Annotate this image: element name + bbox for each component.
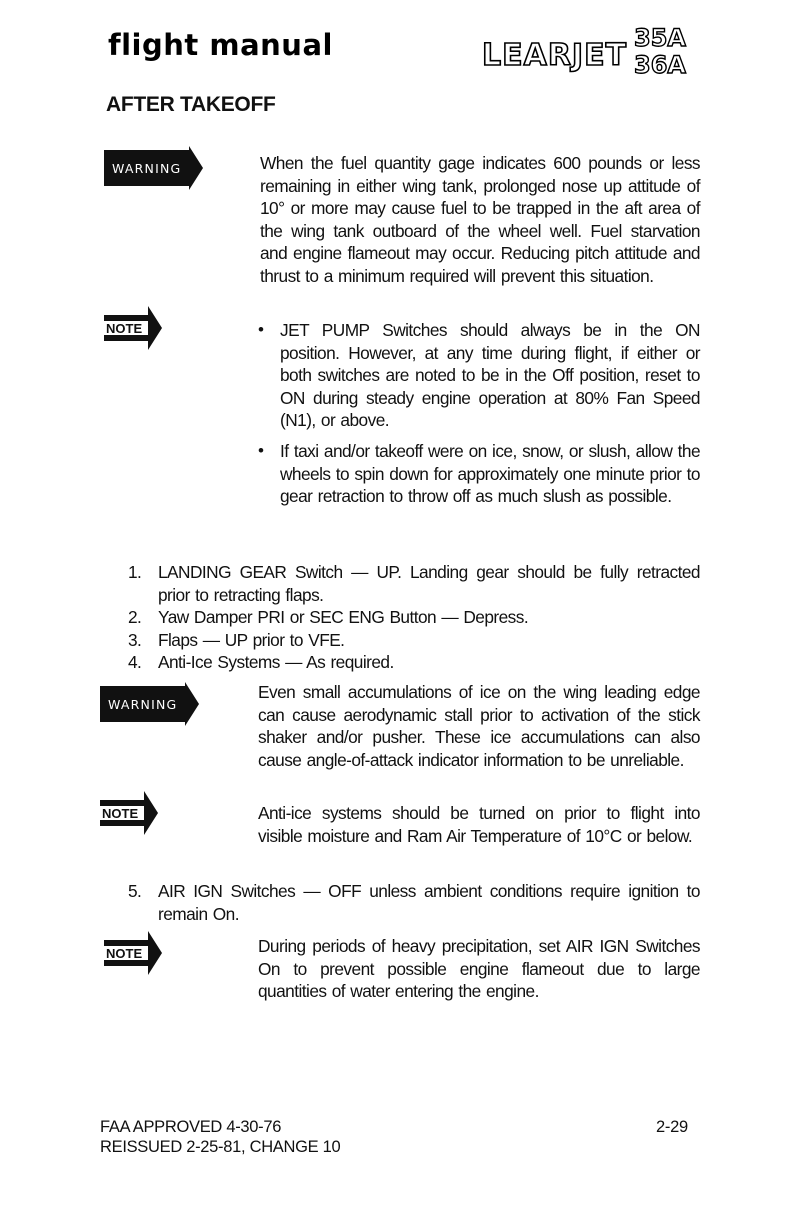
note-text-3: During periods of heavy precipitation, set AIR IGN Switches On to prevent possible engine flameout due to large quantities of water entering the engine. [258, 936, 700, 1002]
list-item [254, 440, 700, 508]
arrow-right-icon [148, 931, 162, 975]
bullet-text: JET PUMP Switches should always be in the ON position. However, at any time during flight, if either or both switches are noted to be in the Off position, reset to ON during steady engine operation at 80% Fan Speed (N1), or above. [280, 320, 700, 431]
manual-title: flight manual [108, 28, 333, 62]
warning-text-1: When the fuel quantity gage indicates 600 pounds or less remaining in either wing tank, prolonged nose up attitude of 10° or more may cause fuel to be trapped in the aft area of the wing tank outboard of the wheel well. Fuel starvation and engine flameout may occur. Reducing pitch attitude and thrust to a minimum required will prevent this situation. [260, 153, 700, 286]
step-text: Anti-Ice Systems — As required. [158, 652, 394, 673]
model-35a: 35A [634, 24, 686, 52]
list-item [254, 319, 700, 432]
note-bullets [254, 319, 700, 508]
brand-name: LEARJET [482, 38, 628, 73]
warning-text-2: Even small accumulations of ice on the wing leading edge can cause aerodynamic stall prior to activation of the stick shaker and/or pusher. These ice accumulations can also cause angle-of-attack indicator information to be unreliable. [258, 682, 700, 770]
model-36a: 36A [634, 51, 686, 79]
note-label: NOTE [100, 804, 144, 822]
step-text: LANDING GEAR Switch — UP. Landing gear should be fully retracted prior to retracting flaps. [158, 562, 700, 605]
note-badge [104, 306, 162, 350]
step-item [128, 629, 700, 652]
step-text: Yaw Damper PRI or SEC ENG Button — Depress. [158, 607, 529, 628]
steps-list-a [128, 561, 700, 674]
footer-approved: FAA APPROVED 4-30-76 [100, 1118, 282, 1136]
warning-label: WARNING [100, 686, 185, 722]
steps-list-b [128, 880, 700, 925]
arrow-right-icon [148, 306, 162, 350]
step-text: AIR IGN Switches — OFF unless ambient conditions require ignition to remain On. [158, 881, 700, 924]
step-item [128, 880, 700, 925]
warning-label: WARNING [104, 150, 189, 186]
note-label: NOTE [104, 944, 148, 962]
arrow-right-icon [144, 791, 158, 835]
step-number: 1. [128, 562, 142, 582]
warning-badge [104, 146, 203, 190]
bullet-text: If taxi and/or takeoff were on ice, snow, or slush, allow the wheels to spin down for approximately one minute prior to gear retraction to throw off as much slush as possible. [280, 440, 700, 507]
bullet-icon: • [258, 440, 264, 460]
note-text-2: Anti-ice systems should be turned on prior to flight into visible moisture and Ram Air Temperature of 10°C or below. [258, 803, 700, 846]
step-number: 3. [128, 629, 142, 650]
step-number: 5. [128, 881, 142, 901]
note-badge [100, 791, 158, 835]
footer-approval [100, 1117, 340, 1157]
note-badge [104, 931, 162, 975]
arrow-right-icon [189, 146, 203, 190]
arrow-right-icon [185, 682, 199, 726]
page-number: 2-29 [656, 1118, 688, 1136]
step-number: 2. [128, 607, 142, 628]
step-number: 4. [128, 652, 142, 673]
step-item [128, 651, 700, 674]
bullet-icon: • [258, 320, 264, 339]
note-label: NOTE [104, 319, 148, 337]
step-item [128, 606, 700, 629]
brand-models [634, 26, 686, 80]
warning-badge [100, 682, 199, 726]
section-title: AFTER TAKEOFF [106, 93, 276, 116]
step-item [128, 561, 700, 606]
step-text: Flaps — UP prior to VFE. [158, 629, 345, 650]
footer-reissued: REISSUED 2-25-81, CHANGE 10 [100, 1138, 341, 1156]
